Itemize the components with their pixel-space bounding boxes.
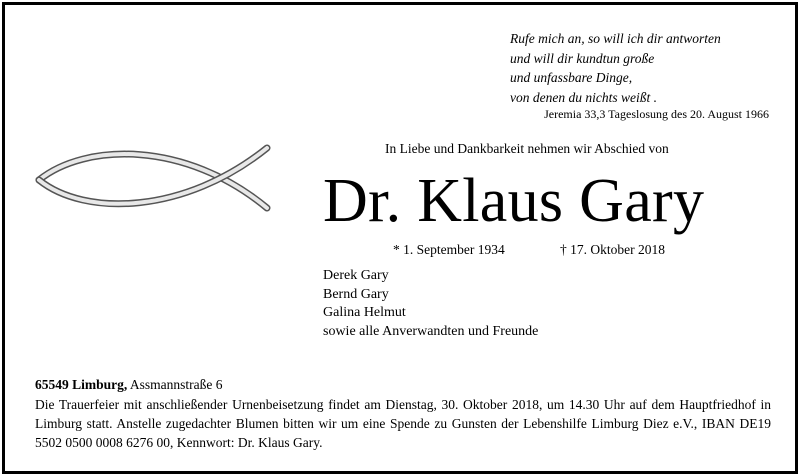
mourner: sowie alle Anverwandten und Freunde	[323, 323, 539, 339]
ichthys-fish-icon	[35, 140, 275, 218]
quote-source: Jeremia 33,3 Tageslosung des 20. August 1966	[544, 107, 769, 121]
quote-line: Rufe mich an, so will ich dir antworten	[510, 31, 721, 46]
quote-line: und will dir kundtun große	[510, 50, 655, 66]
address-street: Assmannstraße 6	[127, 377, 223, 392]
funeral-notice: Die Trauerfeier mit anschließender Urnenbeisetzung findet am Dienstag, 30. Oktober 2018, um 14.30 Uhr auf dem Hauptfriedhof in Limburg statt. Anstelle zugedachter Blumen bitten wir um eine Spende zu Gunsten der Lebenshilfe Limburg Diez e.V., IBAN DE19 5502 0500 0008 6276 00, Kennwort: Dr. Klaus Gary.	[35, 397, 771, 450]
deceased-name: Dr. Klaus Gary	[323, 167, 705, 235]
mourner: Bernd Gary	[323, 286, 389, 302]
quote-line: und unfassbare Dinge,	[510, 70, 633, 85]
birth-date: * 1. September 1934	[393, 242, 505, 257]
bible-quote	[510, 29, 790, 107]
mourner: Galina Helmut	[323, 305, 406, 320]
obituary-notice	[2, 2, 798, 474]
address-city: 65549 Limburg,	[35, 377, 128, 392]
mourners-list	[323, 267, 538, 341]
death-date: † 17. Oktober 2018	[560, 242, 665, 257]
farewell-intro: In Liebe und Dankbarkeit nehmen wir Abschied von	[385, 141, 669, 156]
mourner: Derek Gary	[323, 268, 389, 283]
family-address	[35, 377, 223, 393]
quote-line: von denen du nichts weißt .	[510, 89, 657, 105]
